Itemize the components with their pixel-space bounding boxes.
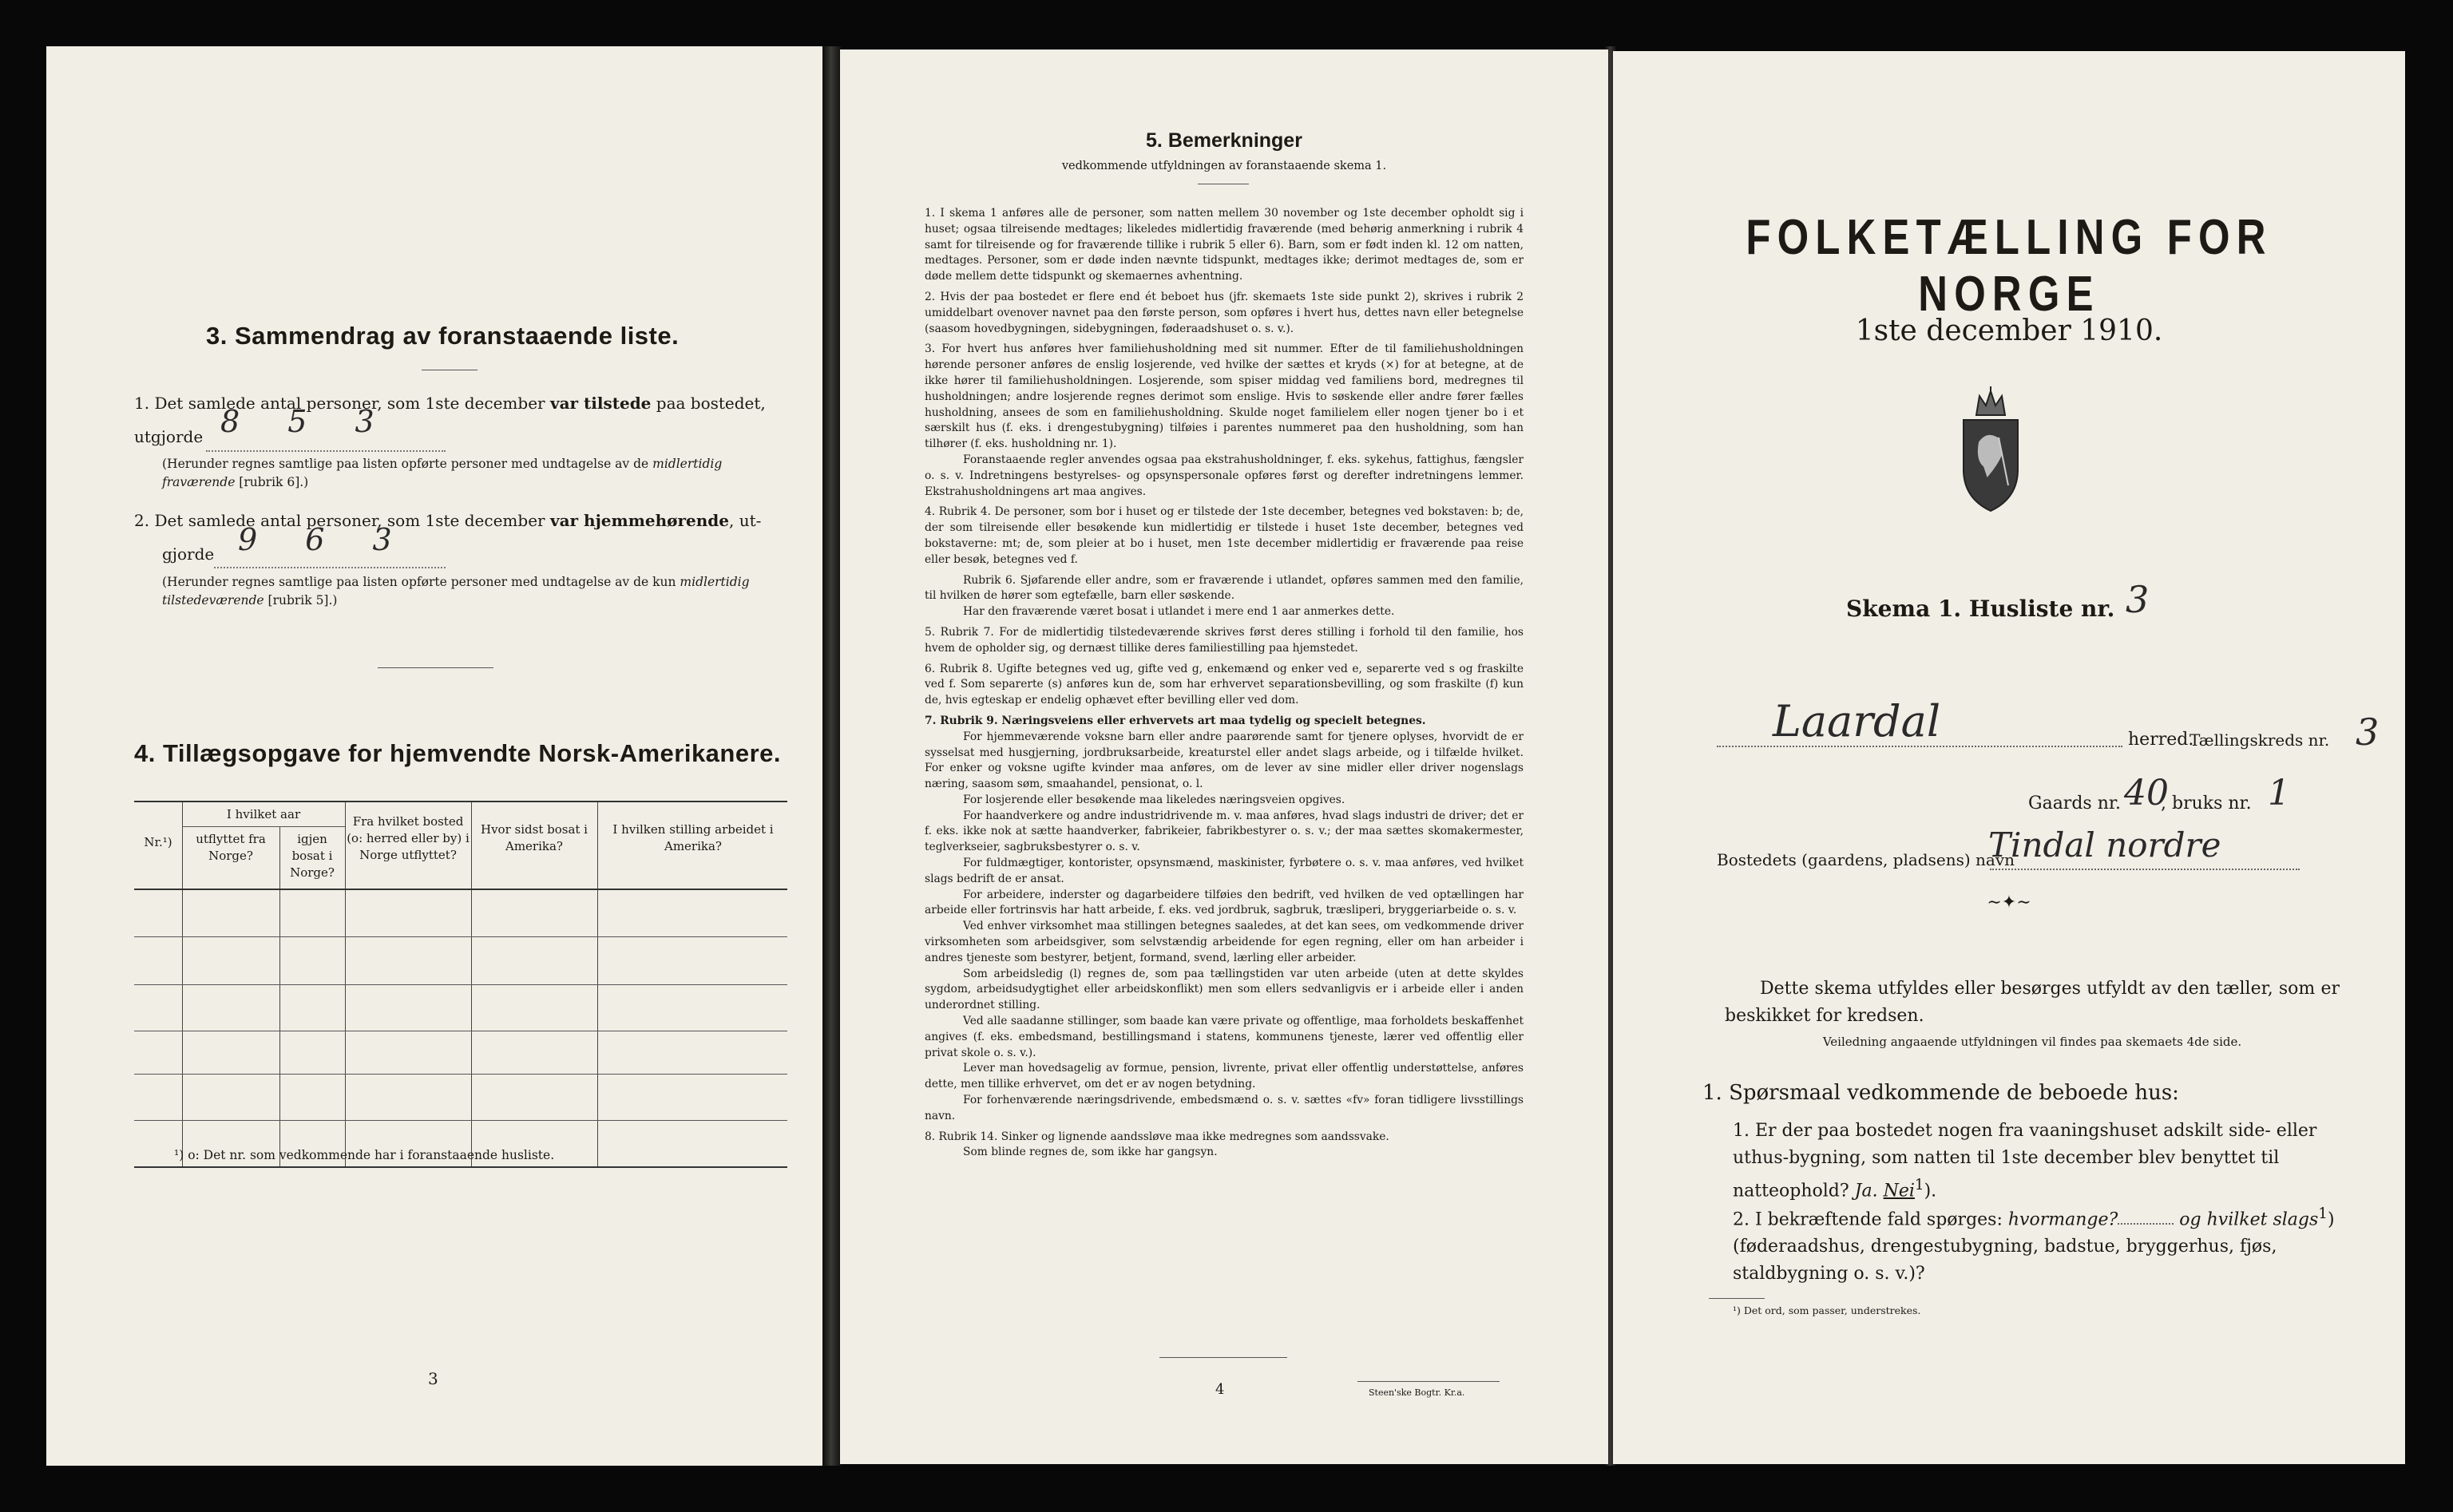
printer-mark: Steen'ske Bogtr. Kr.a. [1369, 1387, 1465, 1398]
page-number-3: 3 [428, 1369, 438, 1388]
summary-item-2: 2. Det samlede antal personer, som 1ste december var hjemmehørende, ut- [134, 511, 762, 530]
bruks-value: 1 [2268, 773, 2290, 813]
instruction-small: Veiledning angaaende utfyldningen vil findes paa skemaets 4de side. [1822, 1035, 2242, 1049]
remark-7j: For forhenværende næringsdrivende, embedsmænd o. s. v. sættes «fv» foran tidligere livsstillings navn. [925, 1094, 1524, 1122]
item2-handwritten-values: 9 6 3 [238, 522, 411, 557]
norway-coat-of-arms-icon [1952, 386, 2029, 514]
instruction-text: Dette skema utfyldes eller besørges utfyldt av den tæller, som er beskikket for kredsen. [1725, 979, 2340, 1026]
bottom-rule [1159, 1357, 1287, 1358]
right-footnote: ¹) Det ord, som passer, understrekes. [1733, 1304, 1921, 1316]
remark-7g: Som arbeidsledig (l) regnes de, som paa tællingstiden var uten arbeide (uten at dette skyldes sygdom, arbeidsudygtighet eller arbeidskonflikt) men som ellers sedvanligvis er i arbeide eller i anden underordnet stilling. [925, 967, 1524, 1012]
item2-dotted-line [214, 567, 446, 568]
remark-6: 6. Rubrik 8. Ugifte betegnes ved ug, gifte ved g, enkemænd og enker ved e, separerte ved s og fraskilte ved f. Som separerte (s) anføres kun de, som har erhvervet separationsbevilling, og som fraskilte (f) kun de, hvis egteskap er endelig ophævet efter bevilling eller ved dom. [925, 662, 1524, 707]
remarks-subheading: vedkommende utfyldningen av foranstaaende skema 1. [1061, 160, 1387, 172]
answer-ja: Ja. [1854, 1181, 1878, 1201]
answer-nei: Nei [1883, 1181, 1915, 1201]
gaards-value: 40 [2124, 773, 2169, 813]
ornament-icon: ∼✦∼ [1987, 893, 2031, 912]
remark-7f: Ved enhver virksomhet maa stillingen betegnes saaledes, at det kan sees, om vedkommende driver virksomheten som arbeidsgiver, som selvstændig arbeidende for egen regning, eller om han arbeider i andres tjeneste som bestyrer, betjent, formand, svend, lærling eller arbeider. [925, 920, 1524, 964]
page-number-4: 4 [1215, 1381, 1225, 1398]
remark-1: 1. I skema 1 anføres alle de personer, som natten mellem 30 november og 1ste december opholdt sig i huset; ogsaa tilreisende medtages; likeledes midlertidig fraværende (med behørig anmerkning i rubrik 4 samt for tilreisende og for fraværende tillike i rubrik 5 eller 6). Barn, som er født inden kl. 12 om natten, medtages. Personer, som er døde inden nævnte tidspunkt, medtages ikke; derimot medtages de, som er døde mellem dette tidspunkt og skemaernes avhentning. [925, 207, 1524, 283]
questions-heading: 1. Spørsmaal vedkommende de beboede hus: [1702, 1081, 2179, 1105]
remark-7c: For haandverkere og andre industridrivende m. v. maa anføres, hvad slags industri de driver; det er f. eks. ikke nok at sætte haandverker, fabrikeier, fabrikbestyrer o. s. v.; der maa sættes skomakermester, teglverkseier, sagbruksbestyrer o. s. v. [925, 809, 1524, 854]
norsk-amerikanere-table [134, 801, 787, 1168]
remark-7a: For hjemmeværende voksne barn eller andre paarørende samt for tjenere oplyses, hvorvidt de er sysselsat med husgjerning, jordbruksarbeide, kreaturstel eller andet slags arbeide, og i tilfælde hvilket. For enker og voksne ugifte kvinder maa anføres, om de lever av sine midler eller driver nogenslags næring, saasom søm, smaahandel, pensionat, o. l. [925, 730, 1524, 791]
kreds-label: Tællingskreds nr. [2189, 730, 2330, 750]
item1-dotted-line [206, 450, 446, 452]
fold-left [822, 46, 842, 1466]
remark-4b: Rubrik 6. Sjøfarende eller andre, som er fraværende i utlandet, opføres sammen med den familie, til hvilken de hører som egtefælle, barn eller søskende. [925, 573, 1524, 603]
table-footnote: ¹) o: Det nr. som vedkommende har i foranstaaende husliste. [174, 1148, 555, 1162]
herred-line [1717, 746, 2122, 747]
col-igjen: igjen bosat i Norge? [290, 832, 335, 880]
printer-rule [1357, 1381, 1500, 1382]
summary-item-1: 1. Det samlede antal personer, som 1ste december var tilstede paa bostedet, [134, 394, 766, 413]
herred-value: Laardal [1773, 696, 1941, 746]
footnote-rule [1709, 1298, 1765, 1299]
remark-7d: For fuldmægtiger, kontorister, opsynsmænd, maskinister, fyrbøtere o. s. v. maa anføres, ved hvilket slags bedrift de er ansat. [925, 857, 1524, 885]
item2-note: (Herunder regnes samtlige paa listen opførte personer med undtagelse av de kun midlertidig tilstedeværende [rubrik 5].) [162, 575, 750, 608]
bosted-value: Tindal nordre [1988, 825, 2221, 865]
right-page [1613, 51, 2405, 1464]
husliste-nr-value: 3 [2126, 578, 2150, 621]
remark-4c: Har den fraværende været bosat i utlandet i mere end 1 aar anmerkes dette. [963, 605, 1395, 619]
item2-gjorde-label: gjorde [162, 544, 215, 564]
remark-7h: Ved alle saadanne stillinger, som baade kan være private og offentlige, maa forholdets beskaffenhet angives (f. eks. embedsmand, bestillingsmand i statens, kommunens tjeneste, lærer ved offentlig eller privat skole o. s. v.). [925, 1015, 1524, 1059]
col-utflyttet: utflyttet fra Norge? [196, 832, 266, 863]
question-1: 1. Er der paa bostedet nogen fra vaaningshuset adskilt side- eller uthus-bygning, som natten til 1ste december blev benyttet til natteophold? Ja. Nei$^1$). [1733, 1121, 2317, 1201]
remark-8b: Som blinde regnes de, som ikke har gangsyn. [963, 1146, 1218, 1159]
item1-utgjorde-label: utgjorde [134, 427, 204, 446]
bosted-label: Bostedets (gaardens, pladsens) navn [1717, 850, 2015, 869]
schema-label: Skema 1. Husliste nr. [1846, 596, 2115, 622]
left-page [46, 46, 822, 1466]
col-fra-hvilket: Fra hvilket bosted (o: herred eller by) i Norge utflyttet? [347, 814, 470, 862]
remark-3: 3. For hvert hus anføres hver familiehusholdning med sit nummer. Efter de til familiehusholdningen hørende personer anføres de enslig losjerende, ved hvilke der sættes et kryds (×) for at betegne, at de ikke hører til familiehusholdningen. Losjerende, som spiser middag ved familiens bord, medregnes til husholdningen; andre losjerende regnes derimot som enslige. Hvis to søskende eller andre fører fælles husholdning, ansees de som en familiehusholdning. Skulde noget familielem eller nogen tjener bo i et særskilt hus (f. eks. i drengestubygning) tilføies i parentes nummeret paa den husholdning, som han tilhører (f. eks. husholdning nr. 1). [925, 342, 1524, 451]
kreds-value: 3 [2356, 710, 2380, 754]
herred-label: herred. [2128, 730, 2194, 750]
col-nr: Nr.¹) [144, 835, 172, 849]
remark-7i: Lever man hovedsagelig av formue, pension, livrente, privat eller offentlig understøttelse, anføres dette, men tillike erhvervet, om det er av nogen betydning. [925, 1062, 1524, 1091]
remark-4: 4. Rubrik 4. De personer, som bor i huset og er tilstede der 1ste december, betegnes ved bokstaven: b; de, der som tilreisende eller besøkende kun midlertidig er tilstede i huset 1ste december, betegnes ved bokstaverne: mt; de, som pleier at bo i huset, men 1ste december midlertidig er fraværende paa reise eller besøk, betegnes ved f. [925, 505, 1524, 566]
remarks-heading: 5. Bemerkninger [1146, 129, 1302, 152]
question-2: 2. I bekræftende fald spørges: hvormange? og hvilket slags$^1$) (føderaadshus, drengestubygning, badstue, bryggerhus, fjøs, staldbygning o. s. v.)? [1733, 1205, 2335, 1284]
item1-note: (Herunder regnes samtlige paa listen opførte personer med undtagelse av de midlertidig fraværende [rubrik 6].) [162, 457, 723, 489]
section-divider [378, 667, 493, 668]
remark-3b: Foranstaaende regler anvendes ogsaa paa ekstrahusholdninger, f. eks. sykehus, fattighus, fængsler o. s. v. Indretningens bestyrelses- og opsynspersonale opføres først og derefter indretningens lemmer. Ekstrahusholdningens art maa angives. [925, 453, 1524, 498]
remark-7: 7. Rubrik 9. Næringsveiens eller erhvervets art maa tydelig og specielt betegnes. [925, 714, 1426, 727]
bruks-label: , bruks nr. [2161, 794, 2252, 813]
remark-8: 8. Rubrik 14. Sinker og lignende aandssløve maa ikke medregnes som aandssvake. [925, 1130, 1389, 1143]
col-stilling: I hvilken stilling arbeidet i Amerika? [612, 822, 774, 853]
col-group: I hvilket aar [226, 807, 301, 821]
remark-2: 2. Hvis der paa bostedet er flere end ét beboet hus (jfr. skemaets 1ste side punkt 2), skrives i rubrik 2 umiddelbart ovenover navnet paa den første person, som opføres i hvert hus, dettes navn eller betegnelse (saasom hovedbygningen, sidebygningen, føderaadshuset o. s. v.). [925, 290, 1524, 335]
gaards-label: Gaards nr. [2028, 794, 2121, 813]
remark-7e: For arbeidere, inderster og dagarbeidere tilføies den bedrift, ved hvilken de ved optællingen har arbeide eller fortrinsvis har hatt arbeide, f. eks. ved jordbruk, sagbruk, træsliperi, bryggeriarbeide o. s. v. [925, 888, 1524, 917]
section4-heading: 4. Tillægsopgave for hjemvendte Norsk-Amerikanere. [134, 739, 782, 767]
item1-handwritten-values: 8 5 3 [220, 404, 394, 439]
bosted-line [1990, 869, 2300, 870]
middle-page [840, 49, 1608, 1464]
remark-7b: For losjerende eller besøkende maa likeledes næringsveien opgives. [963, 793, 1345, 806]
remarks-list [925, 206, 1524, 1161]
census-date: 1ste december 1910. [1855, 315, 2163, 347]
section3-heading: 3. Sammendrag av foranstaaende liste. [206, 322, 680, 350]
col-hvor-sidst: Hvor sidst bosat i Amerika? [481, 822, 588, 853]
remark-5: 5. Rubrik 7. For de midlertidig tilstedeværende skrives først deres stilling i forhold til den familie, hos hvem de opholder sig, og dernæst tillike deres familiestilling paa hjemstedet. [925, 625, 1524, 655]
census-title: FOLKETÆLLING FOR NORGE [1746, 210, 2273, 322]
